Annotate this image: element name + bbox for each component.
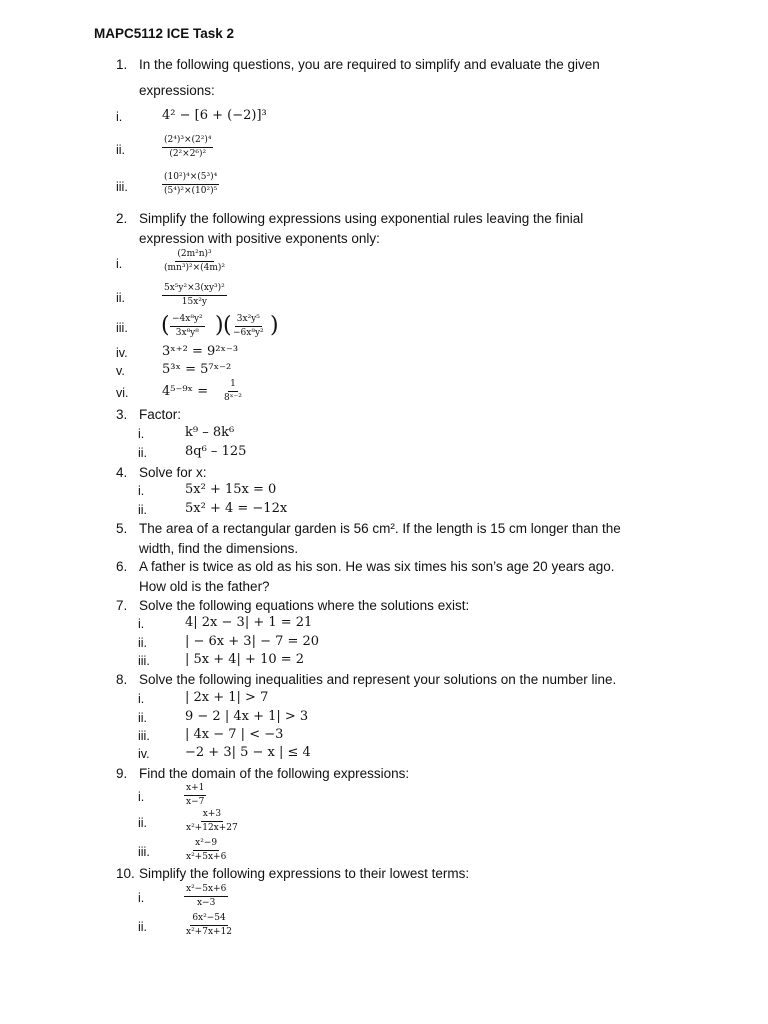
close-paren: ) (215, 313, 224, 338)
fraction-denominator: x²+7x+12 (186, 927, 233, 937)
fraction (222, 379, 244, 404)
question-text-continued: expression with positive exponents only: (139, 231, 380, 246)
item-label: vi. (116, 386, 129, 400)
question-text-continued: width, find the dimensions. (139, 541, 299, 556)
item-label: i. (116, 257, 123, 271)
fraction-denominator: 15x²y (181, 297, 207, 307)
math-expression: 3ˣ⁺² = 9²ˣ⁻³ (162, 344, 239, 359)
question-7 (116, 597, 470, 615)
math-expression: 4| 2x − 3| + 1 = 21 (185, 615, 313, 630)
fraction-numerator: x²−5x+6 (184, 884, 228, 897)
question-text: Solve for x: (139, 465, 207, 480)
fraction-denominator: (mn³)²×(4m)² (164, 263, 226, 273)
document-title: MAPC5112 ICE Task 2 (94, 26, 235, 41)
fraction (162, 135, 213, 160)
item-label: ii. (138, 446, 148, 460)
question-number: 9. (116, 766, 128, 781)
item-label: i. (138, 891, 145, 905)
math-expression: 8q⁶ – 125 (185, 444, 247, 459)
math-expression: | 5x + 4| + 10 = 2 (185, 652, 305, 667)
question-2 (116, 210, 584, 246)
fraction (162, 283, 227, 308)
fraction-numerator: −4x⁸y² (170, 314, 205, 327)
question-text: A father is twice as old as his son. He was six times his son’s age 20 years ago. (139, 559, 615, 574)
fraction-denominator: 8ˣ⁻² (224, 393, 242, 403)
question-text: In the following questions, you are required to simplify and evaluate the given (139, 57, 600, 72)
question-9 (116, 765, 410, 783)
item-label: i. (138, 484, 145, 498)
math-expression: | 2x + 1| > 7 (185, 690, 269, 705)
item-label: ii. (138, 636, 148, 650)
fraction (184, 838, 228, 863)
question-number: 4. (116, 465, 128, 480)
item-label: ii. (138, 816, 148, 830)
question-number: 8. (116, 672, 128, 687)
math-expression: 4⁵⁻⁹ˣ = (162, 384, 209, 399)
math-expression: 4² − [6 + (−2)]³ (162, 108, 267, 123)
math-expression: | − 6x + 3| − 7 = 20 (185, 634, 320, 649)
math-expression: 5x² + 15x = 0 (185, 482, 277, 497)
fraction (231, 314, 266, 339)
question-text: The area of a rectangular garden is 56 cm². If the length is 15 cm longer than the (139, 521, 621, 536)
item-label: ii. (116, 291, 126, 305)
question-text: Factor: (139, 407, 182, 422)
fraction (162, 249, 227, 274)
item-label: i. (138, 790, 145, 804)
math-expression: 5³ˣ = 5⁷ˣ⁻² (162, 362, 232, 377)
item-label: ii. (138, 711, 148, 725)
question-5 (116, 520, 621, 556)
math-expression: k⁹ – 8k⁶ (185, 425, 235, 440)
question-text: Simplify the following expressions to their lowest terms: (139, 866, 470, 881)
fraction (170, 314, 205, 339)
item-label: iii. (116, 180, 128, 194)
question-text: Solve the following equations where the solutions exist: (139, 598, 470, 613)
question-1 (116, 56, 600, 98)
item-label: iii. (116, 321, 128, 335)
question-number: 6. (116, 559, 128, 574)
fraction-numerator: x+1 (184, 783, 206, 796)
fraction-numerator: (10²)⁴×(5³)⁴ (162, 172, 219, 185)
math-expression: 9 − 2 | 4x + 1| > 3 (185, 709, 309, 724)
question-number: 2. (116, 211, 128, 226)
item-label: iii. (138, 729, 150, 743)
fraction (184, 809, 240, 834)
math-expression: 5x² + 4 = −12x (185, 501, 288, 516)
item-label: iii. (138, 654, 150, 668)
item-label: i. (116, 110, 123, 124)
item-label: ii. (116, 143, 126, 157)
fraction-denominator: x²+12x+27 (186, 823, 238, 833)
close-paren: ) (270, 313, 279, 338)
question-text-continued: expressions: (139, 83, 215, 98)
question-4 (116, 464, 207, 482)
question-number: 5. (116, 521, 128, 536)
item-label: i. (138, 617, 145, 631)
fraction (184, 884, 228, 909)
math-expression: −2 + 3| 5 − x | ≤ 4 (185, 745, 311, 760)
fraction-numerator: x²−9 (193, 838, 219, 851)
question-3 (116, 406, 182, 424)
math-expression: | 4x − 7 | < −3 (185, 727, 284, 742)
fraction-numerator: 3x²y⁵ (235, 314, 262, 327)
fraction (184, 913, 234, 938)
fraction-denominator: (5⁴)²×(10²)⁵ (164, 186, 218, 196)
fraction (162, 172, 219, 197)
fraction-numerator: x+3 (201, 809, 223, 822)
question-text-continued: How old is the father? (139, 579, 270, 594)
fraction-denominator: (2²×2⁶)² (169, 149, 207, 159)
fraction-denominator: −6x⁸y² (233, 328, 264, 338)
fraction-numerator: 1 (228, 379, 238, 392)
fraction-denominator: x²+5x+6 (186, 852, 227, 862)
question-number: 1. (116, 57, 128, 72)
question-text: Simplify the following expressions using exponential rules leaving the finial (139, 211, 584, 226)
fraction-numerator: 6x²−54 (190, 913, 227, 926)
question-text: Solve the following inequalities and represent your solutions on the number line. (139, 672, 617, 687)
fraction-denominator: x−3 (196, 898, 216, 908)
item-label: iv. (116, 346, 128, 360)
question-number: 3. (116, 407, 128, 422)
question-6 (116, 558, 615, 594)
question-number: 7. (116, 598, 128, 613)
question-text: Find the domain of the following expressions: (139, 766, 410, 781)
item-label: v. (116, 364, 125, 378)
item-label: i. (138, 427, 145, 441)
open-paren: ( (223, 313, 232, 338)
item-label: ii. (138, 503, 148, 517)
open-paren: ( (161, 313, 170, 338)
fraction (184, 783, 206, 808)
item-label: i. (138, 692, 145, 706)
fraction-denominator: x−7 (186, 797, 205, 807)
item-label: iv. (138, 747, 150, 761)
fraction-numerator: 5x⁵y²×3(xy³)² (162, 283, 227, 296)
fraction-denominator: 3x⁸y⁸ (175, 328, 199, 338)
question-8 (116, 671, 617, 689)
fraction-numerator: (2⁴)³×(2²)⁴ (162, 135, 213, 148)
question-10 (116, 865, 470, 883)
question-number: 10. (116, 866, 135, 881)
item-label: ii. (138, 920, 148, 934)
fraction-numerator: (2m²n)³ (175, 249, 213, 262)
item-label: iii. (138, 845, 150, 859)
